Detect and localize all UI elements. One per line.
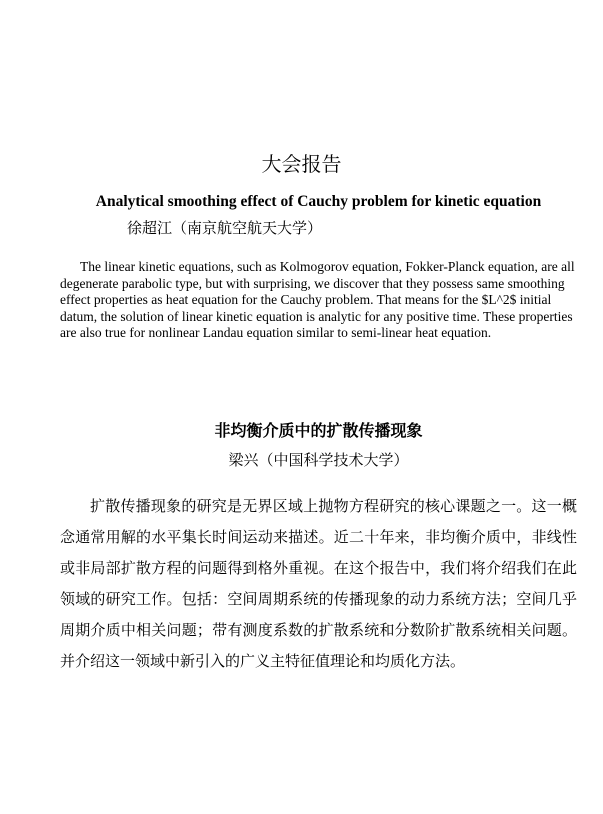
talk2-speaker: 梁兴（中国科学技术大学） xyxy=(228,452,409,469)
talk2-abstract: 扩散传播现象的研究是无界区域上抛物方程研究的核心课题之一。这一概念通常用解的水平集长时间运动来描述。近二十年来，非均衡介质中，非线性或非局部扩散方程的问题得到格外重视。在这个报告中，我们将介绍我们在此领域的研究工作。包括：空间周期系统的传播现象的动力系统方法；空间几乎周期介质中相关问题；带有测度系数的扩散系统和分数阶扩散系统相关问题。并介绍这一领域中新引入的广义主特征值理论和均质化方法。 xyxy=(60,498,577,670)
content-area xyxy=(60,192,577,678)
talk1-title: Analytical smoothing effect of Cauchy problem for kinetic equation xyxy=(95,193,542,210)
talk2-title: 非均衡介质中的扩散传播现象 xyxy=(214,422,423,440)
talk1-speaker: 徐超江（南京航空航天大学） xyxy=(127,221,323,237)
page-title: 大会报告 xyxy=(261,154,342,176)
talk1-abstract: The linear kinetic equations, such as Kolmogorov equation, Fokker-Planck equation, are all degenerate parabolic type, but with surprising, we discover that they possess same smoothing effect properties as heat equation for the Cauchy problem. That means for the $L^2$ initial datum, the solution of linear kinetic equation is analytic for any positive time. These properties are also true for nonlinear Landau equation similar to semi-linear heat equation. xyxy=(60,259,575,340)
